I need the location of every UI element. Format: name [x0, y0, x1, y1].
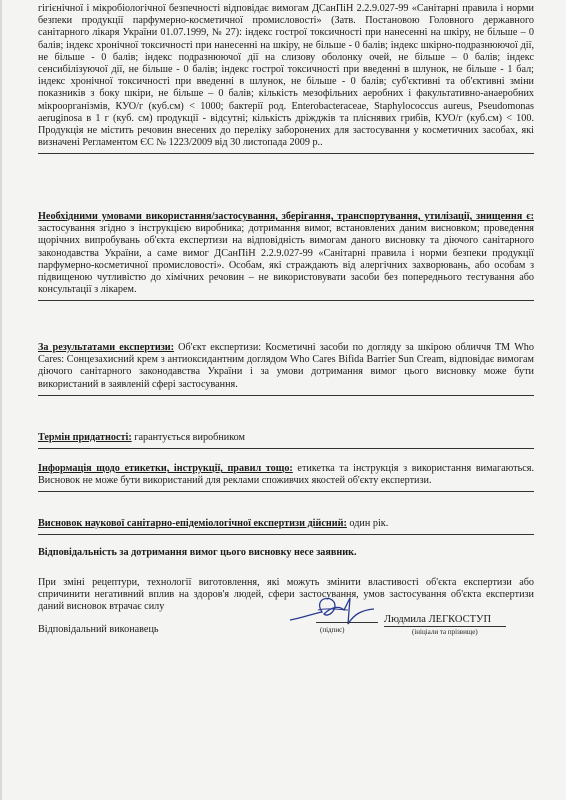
usage-conditions-heading: Необхідними умовами використання/застосування, зберігання, транспортування, утилізації, знищення є:: [38, 211, 534, 222]
executor-name: Людмила ЛЕГКОСТУП: [384, 614, 492, 625]
usage-conditions-section: [38, 211, 534, 301]
name-line: [384, 626, 506, 627]
closing-text: При зміні рецептури, технології виготовлення, які можуть змінити властивості об'єкта експертизи або спричинити негативний вплив на здоров'я людей, сфери застосування, умов застосування об'єкта експертизи даний висновок втрачає силу: [38, 577, 534, 613]
label-info-text: етикетка та інструкція з використання вимагаються. Висновок не може бути використаний для реклами споживчих якостей об'єкту експертизи.: [38, 463, 535, 487]
expertise-result-section: [38, 342, 534, 396]
signature-line: [316, 622, 378, 623]
signature-caption: (підпис): [320, 626, 345, 634]
validity-text: один рік.: [349, 518, 389, 529]
shelf-life-heading: Термін придатності:: [38, 432, 132, 443]
name-caption: (ініціали та прізвище): [412, 628, 478, 636]
closing-paragraph: [38, 577, 534, 614]
scan-margin: [0, 0, 2, 800]
safety-indicators-paragraph: [38, 3, 534, 154]
responsibility-section: [38, 547, 534, 559]
label-info-heading: Інформація щодо етикетки, інструкції, правил тощо:: [38, 463, 293, 474]
responsibility-text: Відповідальність за дотримання вимог цього висновку несе заявник.: [38, 547, 357, 558]
executor-label: Відповідальний виконавець: [38, 624, 159, 635]
shelf-life-text: гарантується виробником: [134, 432, 245, 443]
validity-section: [38, 518, 534, 535]
validity-heading: Висновок наукової санітарно-епідеміологічної експертизи дійсний:: [38, 518, 347, 529]
shelf-life-section: [38, 432, 534, 449]
expertise-result-heading: За результатами експертизи:: [38, 342, 175, 353]
usage-conditions-text: застосування згідно з інструкцією виробника; дотримання вимог, встановлених даним висновком; проведення щорічних випробувань об'єкта експертизи на відповідність вимогам даного висновку та діючого санітарного законодавства України, а саме вимог ДСанПіН 2.2.9.027-99 «Санітарні правила і норми безпеки продукції парфумерно-косметичної промисловості». Особам, які страждають від алергічних захворювань, або особам з підвищеною чутливістю до хімічних речовин – не використовувати засоби без попереднього тестування або консультації з лікарем.: [38, 223, 534, 296]
safety-indicators-text: гігієнічної і мікробіологічної безпечності відповідає вимогам ДСанПіН 2.2.9.027-99 «Санітарні правила і норми безпеки продукції парфумерно-косметичної промисловості» (Затв. Постановою Головного державного санітарного лікаря України 01.07.1999, № 27): індекс гострої токсичності при нанесенні на шкіру, не більше – 0 балів; індекс хронічної токсичності при нанесенні на шкіру, не більше - 0 балів; індекс шкірно-подразнюючої дії, не більше - 0 балів; індекс подразнюючої дії на слизову оболонку очей, не більше – 0 балів; індекс сенсибілізуючої дії, не більше - 0 балів; індекс гострої токсичності при введенні в шлунок, не більше - 1 бал; індекс хронічної токсичності при введенні в шлунок, не більше - 0 балів; суб'єктивні та об'єктивні зміни показників з боку шкіри, не більше – 0 балів; кількість мезофільних аеробних і факультативно-анаеробних мікроорганізмів, КУО/г (куб.см) < 1000; бактерії род. Enterobacteraceae, Staphylococcus aureus, Pseudomonas aeruginosa в 1 г (куб. см) продукції - відсутні; кількість дріжджів та пліснявих грибів, КУО/г (куб.см) < 100. Продукція не містить речовин внесених до переліку заборонених для застосування у косметичних засобах, які визначені Регламентом ЄС № 1223/2009 від 30 листопада 2009 р..: [38, 3, 534, 149]
label-info-section: [38, 463, 534, 492]
expertise-result-text: Об'єкт експертизи: Косметичні засоби по догляду за шкірою обличчя ТМ Who Cares: Сонцезахисний крем з антиоксидантним доглядом Who Cares Bifida Barrier Sun Cream, відповідає вимогам діючого санітарного законодавства України і за умови дотримання вимог цього висновку може бути використаний в заявленій сфері застосування.: [38, 342, 534, 390]
